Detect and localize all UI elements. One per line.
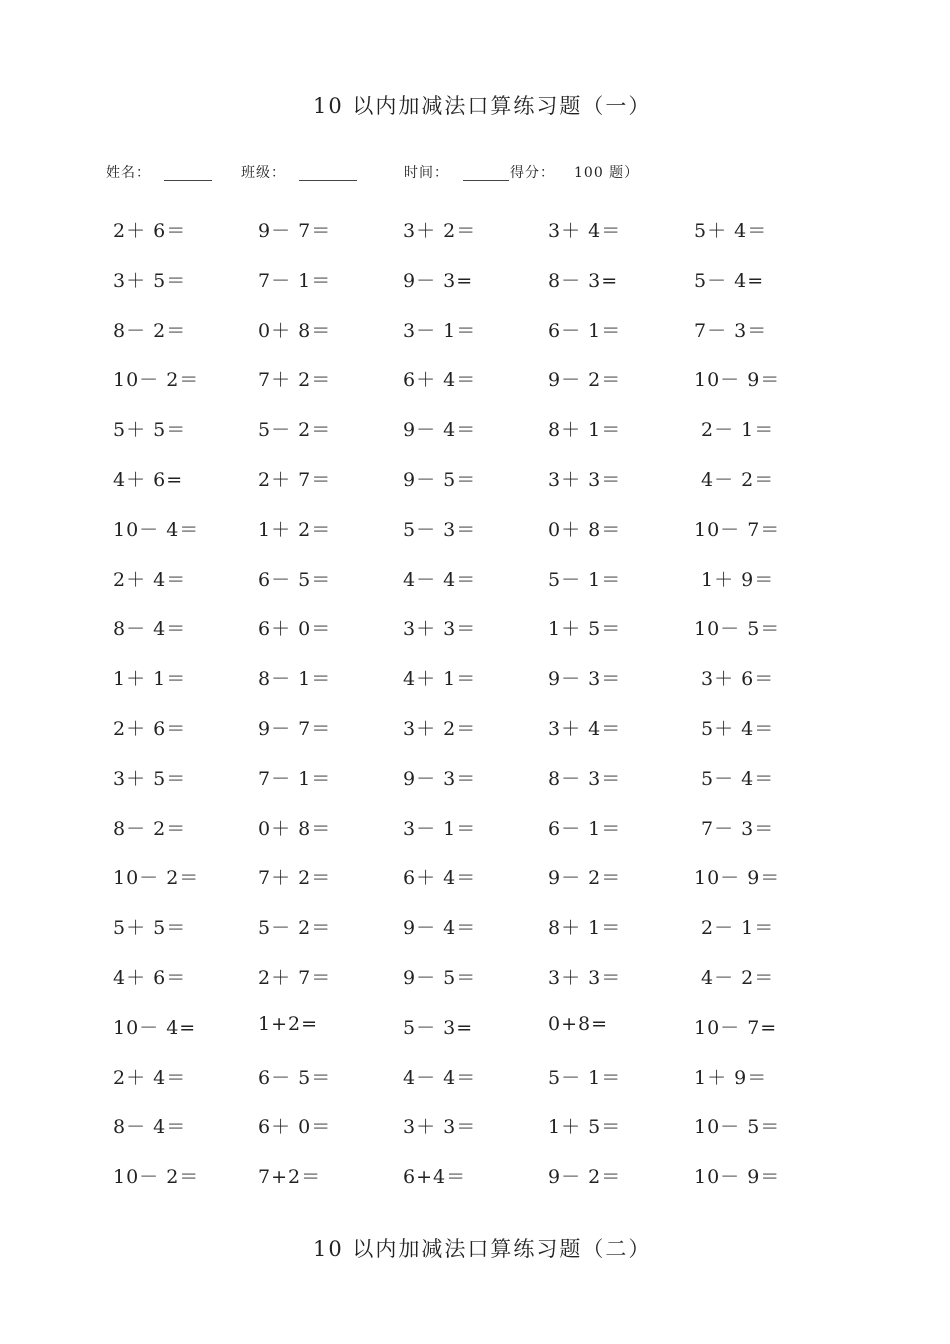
arithmetic-problem: 0＋ 8＝	[258, 319, 332, 342]
arithmetic-problem: 2－ 1＝	[694, 419, 775, 442]
arithmetic-problem: 3＋ 4＝	[548, 220, 622, 242]
arithmetic-problem: 3＋ 4＝	[548, 717, 622, 740]
score-label: 得分：	[510, 165, 555, 181]
arithmetic-problem: 5＋ 5＝	[113, 419, 187, 442]
arithmetic-problem: 7－ 3＝	[694, 817, 775, 840]
class-blank[interactable]	[299, 162, 357, 181]
arithmetic-problem: 8＋ 1＝	[548, 917, 622, 940]
arithmetic-problem: 6－ 1＝	[548, 319, 622, 342]
name-blank[interactable]	[164, 162, 212, 181]
arithmetic-problem: 6－ 5＝	[258, 568, 332, 591]
arithmetic-problem: 2＋ 4＝	[113, 1066, 187, 1089]
arithmetic-problem: 5－ 3＝	[403, 518, 477, 541]
arithmetic-problem: 3＋ 3＝	[548, 966, 622, 989]
arithmetic-problem: 7－ 1＝	[258, 269, 332, 292]
arithmetic-problem: 2＋ 6＝	[113, 220, 187, 242]
arithmetic-problem: 4－ 2＝	[694, 468, 775, 491]
arithmetic-problem: 9－ 4＝	[403, 917, 477, 940]
arithmetic-problem: 2＋ 7＝	[258, 468, 332, 491]
arithmetic-problem: 10－ 9＝	[694, 369, 781, 392]
arithmetic-problem: 5－ 4＝	[694, 767, 775, 790]
arithmetic-problem: 1＋ 2＝	[258, 518, 332, 541]
arithmetic-problem: 7－ 1＝	[258, 767, 332, 790]
arithmetic-problem: 9－ 7＝	[258, 717, 332, 740]
arithmetic-problem: 3＋ 5＝	[113, 767, 187, 790]
arithmetic-problem: 5＋ 5＝	[113, 917, 187, 940]
arithmetic-problem: 4＋ 1＝	[403, 668, 477, 691]
arithmetic-problem: 2＋ 7＝	[258, 966, 332, 989]
arithmetic-problem: 6＋ 4＝	[403, 867, 477, 890]
arithmetic-problem: 4－ 4＝	[403, 568, 477, 591]
arithmetic-problem: 7－ 3＝	[694, 319, 768, 342]
arithmetic-problem: 1+2=	[258, 1012, 319, 1035]
arithmetic-problem: 0＋ 8＝	[548, 518, 622, 541]
arithmetic-problem: 2＋ 6＝	[113, 717, 187, 740]
arithmetic-problem: 3＋ 3＝	[548, 468, 622, 491]
arithmetic-problem: 5－ 3=	[403, 1016, 474, 1039]
arithmetic-problem: 10－ 5＝	[694, 1116, 781, 1139]
arithmetic-problem: 9－ 5＝	[403, 966, 477, 989]
arithmetic-problem: 0＋ 8＝	[258, 817, 332, 840]
arithmetic-problem: 5＋ 4＝	[694, 220, 768, 242]
arithmetic-problem: 10－ 7=	[694, 1016, 778, 1039]
arithmetic-problem: 2－ 1＝	[694, 917, 775, 940]
arithmetic-problem: 9－ 5＝	[403, 468, 477, 491]
arithmetic-problem: 4＋ 6＝	[113, 966, 187, 989]
arithmetic-problem: 7+2＝	[258, 1166, 322, 1189]
arithmetic-problem: 2＋ 4＝	[113, 568, 187, 591]
arithmetic-problem: 6＋ 0＝	[258, 1116, 332, 1139]
arithmetic-problem: 4＋ 6=	[113, 468, 184, 491]
arithmetic-problem: 8－ 3=	[548, 269, 619, 292]
arithmetic-problem: 4－ 2＝	[694, 966, 775, 989]
class-label: 班级：	[241, 165, 286, 181]
arithmetic-problem: 1＋ 5＝	[548, 618, 622, 641]
arithmetic-problem: 6－ 1＝	[548, 817, 622, 840]
arithmetic-problem: 3＋ 6＝	[694, 668, 775, 691]
worksheet-title: 10 以内加减法口算练习题（一）	[313, 94, 652, 118]
arithmetic-problem: 3－ 1＝	[403, 319, 477, 342]
arithmetic-problem: 8＋ 1＝	[548, 419, 622, 442]
arithmetic-problem: 8－ 2＝	[113, 817, 187, 840]
name-label: 姓名：	[106, 165, 151, 181]
arithmetic-problem: 10－ 9＝	[694, 867, 781, 890]
arithmetic-problem: 7＋ 2＝	[258, 369, 332, 392]
arithmetic-problem: 10－ 4=	[113, 1016, 197, 1039]
arithmetic-problem: 1＋ 9＝	[694, 568, 775, 591]
arithmetic-problem: 10－ 2＝	[113, 867, 200, 890]
arithmetic-problem: 9－ 7＝	[258, 220, 332, 242]
time-blank[interactable]	[463, 162, 509, 181]
arithmetic-problem: 6＋ 4＝	[403, 369, 477, 392]
arithmetic-problem: 10－ 2＝	[113, 369, 200, 392]
arithmetic-problem: 9－ 3=	[403, 269, 474, 292]
next-worksheet-title: 10 以内加减法口算练习题（二）	[313, 1237, 652, 1261]
arithmetic-problem: 9－ 3＝	[548, 668, 622, 691]
arithmetic-problem: 8－ 4＝	[113, 1116, 187, 1139]
arithmetic-problem: 4－ 4＝	[403, 1066, 477, 1089]
arithmetic-problem: 5－ 1＝	[548, 1066, 622, 1089]
arithmetic-problem: 5－ 2＝	[258, 917, 332, 940]
arithmetic-problem: 6＋ 0＝	[258, 618, 332, 641]
arithmetic-problem: 6－ 5＝	[258, 1066, 332, 1089]
arithmetic-problem: 1＋ 5＝	[548, 1116, 622, 1139]
arithmetic-problem: 0+8=	[548, 1012, 609, 1035]
arithmetic-problem: 6+4＝	[403, 1166, 467, 1189]
arithmetic-problem: 8－ 1＝	[258, 668, 332, 691]
arithmetic-problem: 3＋ 3＝	[403, 1116, 477, 1139]
arithmetic-problem: 10－ 5＝	[694, 618, 781, 641]
arithmetic-problem: 10－ 2＝	[113, 1166, 200, 1189]
arithmetic-problem: 5－ 1＝	[548, 568, 622, 591]
arithmetic-problem: 3＋ 2＝	[403, 717, 477, 740]
arithmetic-problem: 10－ 7＝	[694, 518, 781, 541]
arithmetic-problem: 5－ 4=	[694, 269, 765, 292]
total-note: 100 题）	[574, 165, 640, 181]
arithmetic-problem: 9－ 3＝	[403, 767, 477, 790]
arithmetic-problem: 10－ 4＝	[113, 518, 200, 541]
arithmetic-problem: 9－ 2＝	[548, 369, 622, 392]
arithmetic-problem: 7＋ 2＝	[258, 867, 332, 890]
arithmetic-problem: 3＋ 2＝	[403, 220, 477, 242]
time-label: 时间：	[404, 165, 449, 181]
arithmetic-problem: 5＋ 4＝	[694, 717, 775, 740]
arithmetic-problem: 3＋ 3＝	[403, 618, 477, 641]
arithmetic-problem: 9－ 4＝	[403, 419, 477, 442]
arithmetic-problem: 9－ 2＝	[548, 867, 622, 890]
arithmetic-problem: 3－ 1＝	[403, 817, 477, 840]
arithmetic-problem: 5－ 2＝	[258, 419, 332, 442]
arithmetic-problem: 8－ 4＝	[113, 618, 187, 641]
arithmetic-problem: 8－ 2＝	[113, 319, 187, 342]
arithmetic-problem: 1＋ 9＝	[694, 1066, 768, 1089]
arithmetic-problem: 9－ 2＝	[548, 1166, 622, 1189]
arithmetic-problem: 3＋ 5＝	[113, 269, 187, 292]
arithmetic-problem: 10－ 9＝	[694, 1166, 781, 1189]
arithmetic-problem: 1＋ 1＝	[113, 668, 187, 691]
arithmetic-problem: 8－ 3＝	[548, 767, 622, 790]
